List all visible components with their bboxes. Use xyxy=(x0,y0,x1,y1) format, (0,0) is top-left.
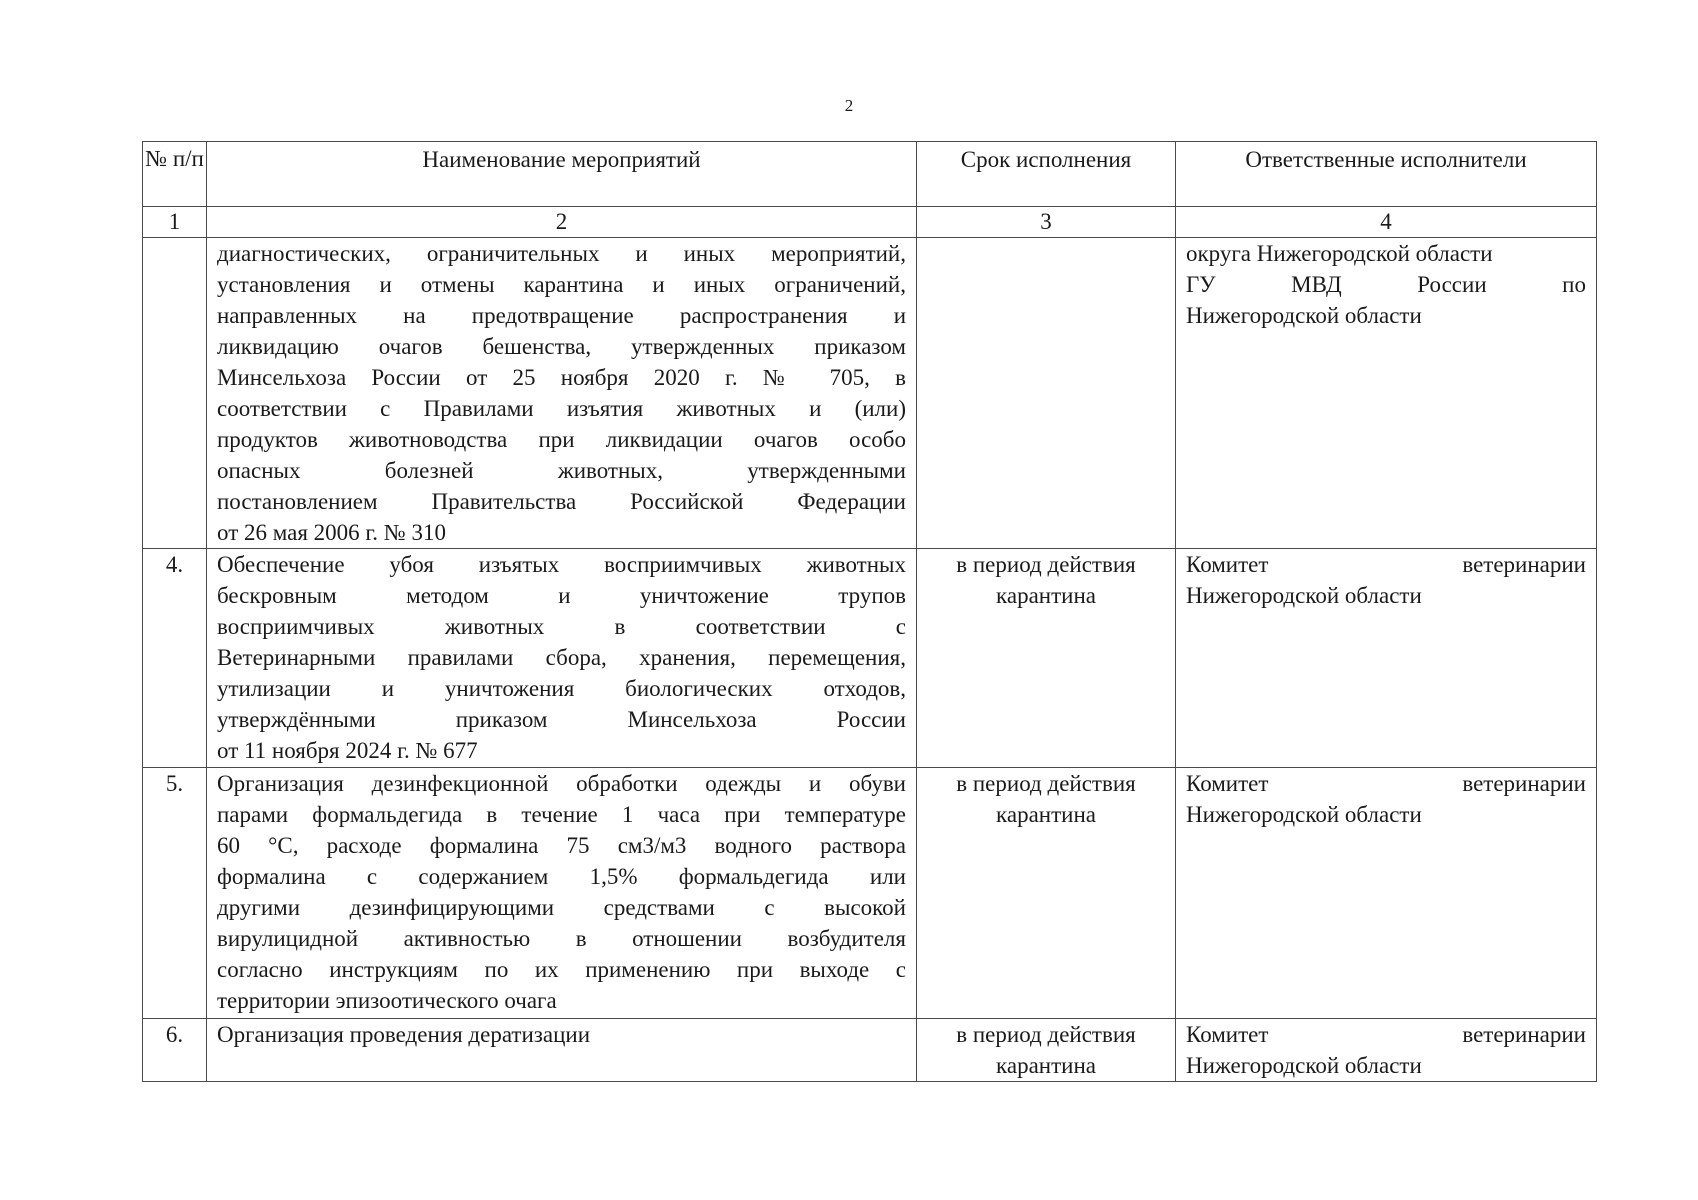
header-number: № п/п xyxy=(143,142,207,207)
responsible-line: Нижегородской области xyxy=(1186,583,1422,608)
measures-table xyxy=(142,141,1597,1082)
description-line: постановлением Правительства Российской Федерации xyxy=(217,489,906,514)
header-deadline: Срок исполнения xyxy=(917,142,1176,207)
table-row xyxy=(143,549,1597,768)
table-row xyxy=(143,1019,1597,1082)
row-number: 6. xyxy=(143,1019,207,1082)
row-responsible xyxy=(1176,238,1597,549)
description-line: другими дезинфицирующими средствами с высокой xyxy=(217,895,906,920)
responsible-line: Нижегородской области xyxy=(1186,1053,1422,1078)
description-line: установления и отмены карантина и иных ограничений, xyxy=(217,272,906,297)
responsible-line: Комитет ветеринарии xyxy=(1186,1022,1586,1047)
description-line: ликвидацию очагов бешенства, утвержденных приказом xyxy=(217,334,906,359)
description-line: формалина с содержанием 1,5% формальдегида или xyxy=(217,864,906,889)
header-responsible: Ответственные исполнители xyxy=(1176,142,1597,207)
description-line: Организация дезинфекционной обработки одежды и обуви xyxy=(217,771,906,796)
responsible-line: Нижегородской области xyxy=(1186,802,1422,827)
row-deadline: в период действия карантина xyxy=(917,1019,1176,1082)
row-responsible xyxy=(1176,1019,1597,1082)
description-line: восприимчивых животных в соответствии с xyxy=(217,614,906,639)
description-line: вирулицидной активностью в отношении возбудителя xyxy=(217,926,906,951)
responsible-line: ГУ МВД России по xyxy=(1186,272,1586,297)
row-description xyxy=(207,238,917,549)
description-line: направленных на предотвращение распространения и xyxy=(217,303,906,328)
description-line: утилизации и уничтожения биологических отходов, xyxy=(217,676,906,701)
index-cell: 4 xyxy=(1176,207,1597,238)
page-number: 2 xyxy=(844,96,854,115)
row-description xyxy=(207,549,917,768)
table-row xyxy=(143,238,1597,549)
responsible-line: Комитет ветеринарии xyxy=(1186,552,1586,577)
row-number xyxy=(143,238,207,549)
description-line: парами формальдегида в течение 1 часа при температуре xyxy=(217,802,906,827)
row-number: 4. xyxy=(143,549,207,768)
description-line: утверждёнными приказом Минсельхоза России xyxy=(217,707,906,732)
description-line: Организация проведения дератизации xyxy=(217,1022,591,1047)
row-description xyxy=(207,1019,917,1082)
description-line: продуктов животноводства при ликвидации очагов особо xyxy=(217,427,906,452)
responsible-line: Комитет ветеринарии xyxy=(1186,771,1586,796)
description-line: согласно инструкциям по их применению при выходе с xyxy=(217,957,906,982)
row-responsible xyxy=(1176,549,1597,768)
row-number: 5. xyxy=(143,768,207,1019)
row-deadline xyxy=(917,238,1176,549)
index-cell: 2 xyxy=(207,207,917,238)
row-responsible xyxy=(1176,768,1597,1019)
description-line: Ветеринарными правилами сбора, хранения, перемещения, xyxy=(217,645,906,670)
table-index-row xyxy=(143,207,1597,238)
row-description xyxy=(207,768,917,1019)
index-cell: 3 xyxy=(917,207,1176,238)
row-deadline: в период действия карантина xyxy=(917,768,1176,1019)
responsible-line: Нижегородской области xyxy=(1186,303,1422,328)
responsible-line: округа Нижегородской области xyxy=(1186,241,1493,266)
description-line: диагностических, ограничительных и иных мероприятий, xyxy=(217,241,906,266)
table-header-row xyxy=(143,142,1597,207)
description-line: соответствии с Правилами изъятия животных и (или) xyxy=(217,396,906,421)
table-row xyxy=(143,768,1597,1019)
description-line: Обеспечение убоя изъятых восприимчивых животных xyxy=(217,552,906,577)
row-deadline: в период действия карантина xyxy=(917,549,1176,768)
description-line: 60 °С, расходе формалина 75 см3/м3 водного раствора xyxy=(217,833,906,858)
index-cell: 1 xyxy=(143,207,207,238)
description-line: территории эпизоотического очага xyxy=(217,988,557,1013)
description-line: от 26 мая 2006 г. № 310 xyxy=(217,520,446,545)
description-line: опасных болезней животных, утвержденными xyxy=(217,458,906,483)
description-line: от 11 ноября 2024 г. № 677 xyxy=(217,738,478,763)
header-measures: Наименование мероприятий xyxy=(207,142,917,207)
description-line: Минсельхоза России от 25 ноября 2020 г. № 705, в xyxy=(217,365,906,390)
description-line: бескровным методом и уничтожение трупов xyxy=(217,583,906,608)
